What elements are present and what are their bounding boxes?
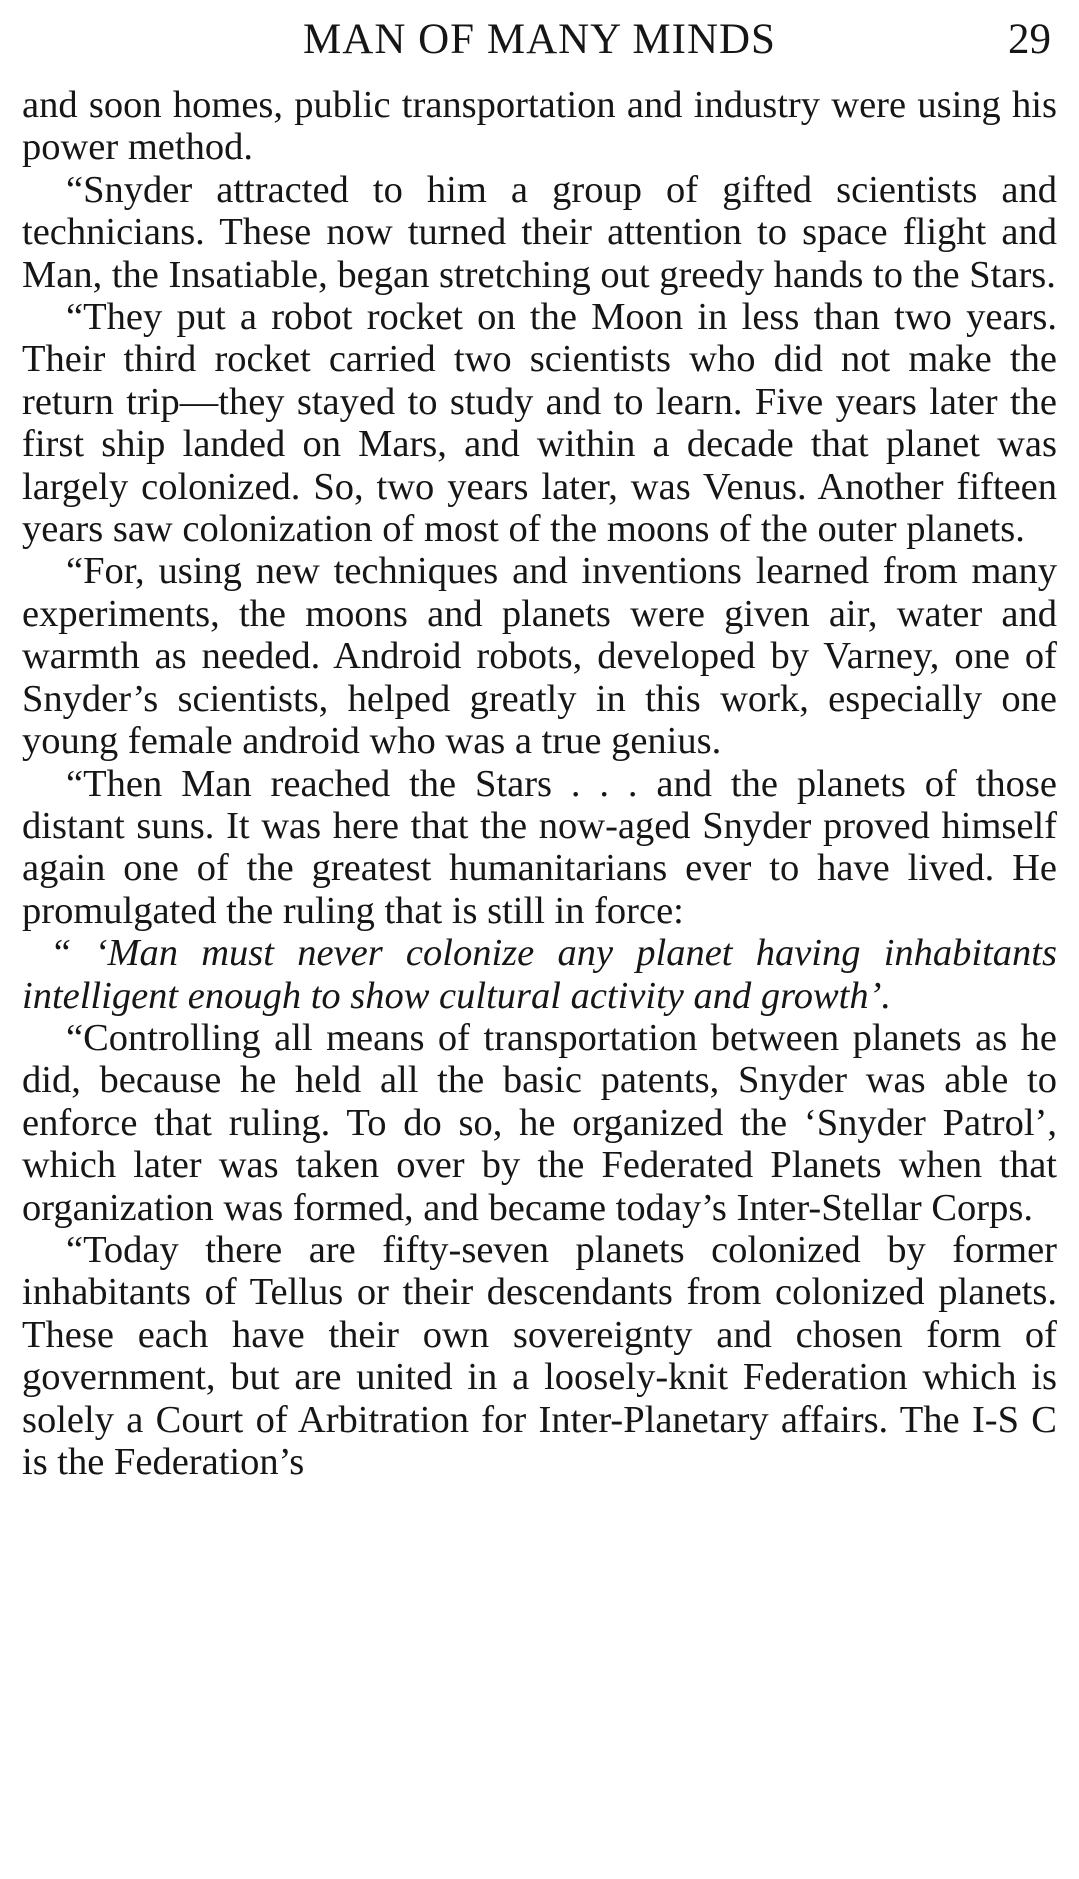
page-header xyxy=(22,0,1057,84)
paragraph-3: “They put a robot rocket on the Moon in less than two years. Their third rocket carried two scientists who did not make the return trip—they stayed to study and to learn. Five years later the first ship landed on Mars, and within a decade that planet was largely colonized. So, two years later, was Venus. Another fifteen years saw colonization of most of the moons of the outer planets. xyxy=(22,296,1057,551)
paragraph-5: “Then Man reached the Stars . . . and the planets of those distant suns. It was here that the now-aged Snyder proved himself again one of the greatest humanitarians ever to have lived. He promulgated the ruling that is still in force: xyxy=(22,762,1057,932)
running-title: MAN OF MANY MINDS xyxy=(303,16,776,63)
body-text xyxy=(22,84,1057,1483)
paragraph-6: “Controlling all means of transportation between planets as he did, because he held all the basic patents, Snyder was able to enforce that ruling. To do so, he organized the ‘Snyder Patrol’, which later was taken over by the Federated Planets when that organization was formed, and became today’s Inter-Stellar Corps. xyxy=(22,1016,1057,1229)
paragraph-1: and soon homes, public transportation and industry were using his power method. xyxy=(22,84,1057,169)
block-quote: “ ‘Man must never colonize any planet having inhabitants intelligent enough to show cultural activity and growth’. xyxy=(22,932,1057,1017)
page-number: 29 xyxy=(1008,16,1051,63)
paragraph-4: “For, using new techniques and inventions learned from many experiments, the moons and planets were given air, water and warmth as needed. Android robots, developed by Varney, one of Snyder’s scientists, helped greatly in this work, especially one young female android who was a true genius. xyxy=(22,550,1057,763)
paragraph-2: “Snyder attracted to him a group of gifted scientists and technicians. These now turned their attention to space flight and Man, the Insatiable, began stretching out greedy hands to the Stars. xyxy=(22,168,1057,296)
book-page xyxy=(22,0,1057,1879)
paragraph-7: “Today there are fifty-seven planets colonized by former inhabitants of Tellus or their descendants from colonized planets. These each have their own sovereignty and chosen form of government, but are united in a loosely-knit Federation which is solely a Court of Arbitration for Inter-Planetary affairs. The I-S C is the Federation’s xyxy=(22,1228,1057,1483)
